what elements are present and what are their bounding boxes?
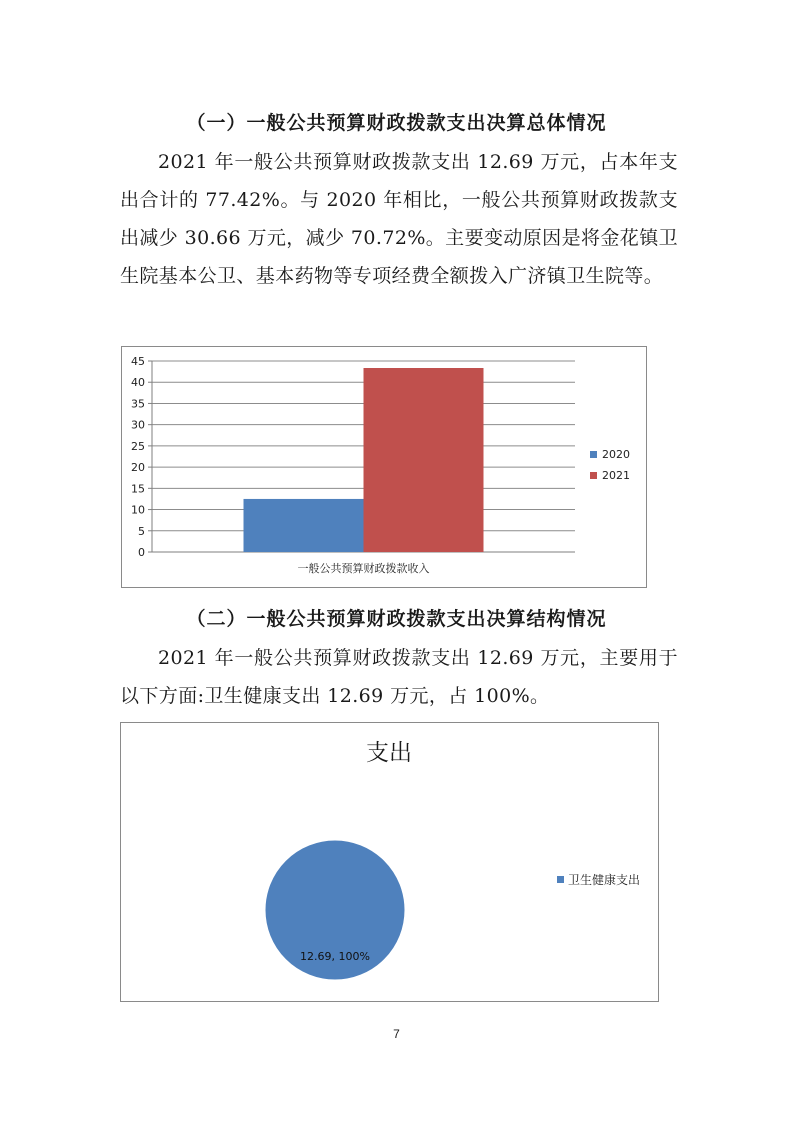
y-tick-label: 40 [131, 376, 145, 390]
y-tick-label: 15 [131, 482, 145, 496]
y-tick-label: 35 [131, 397, 145, 411]
bar-chart-frame [121, 346, 647, 588]
section2-paragraph: 2021 年一般公共预算财政拨款支出 12.69 万元，主要用于以下方面:卫生健康支出 12.69 万元，占 100%。 [120, 647, 678, 707]
y-tick-label: 0 [138, 546, 145, 559]
section1-heading: （一）一般公共预算财政拨款支出决算总体情况 [186, 112, 607, 134]
legend-swatch-2021 [590, 472, 597, 479]
page-number: 7 [393, 1027, 400, 1041]
legend-label-2020: 2020 [602, 448, 630, 461]
y-tick-label: 45 [131, 355, 145, 368]
x-category-label: 一般公共预算财政拨款收入 [297, 562, 430, 575]
bar-2021 [364, 368, 484, 552]
y-tick-label: 25 [131, 439, 145, 453]
y-tick-label: 5 [138, 524, 145, 538]
legend-label-2021: 2021 [602, 469, 630, 482]
y-tick-label: 30 [131, 418, 145, 432]
section2-heading: （二）一般公共预算财政拨款支出决算结构情况 [186, 608, 607, 630]
legend-swatch-2020 [590, 451, 597, 458]
pie-legend-label: 卫生健康支出 [568, 873, 641, 887]
section1-paragraph: 2021 年一般公共预算财政拨款支出 12.69 万元，占本年支出合计的 77.42%。与 2020 年相比，一般公共预算财政拨款支出减少 30.66 万元，减少 70.72%。主要变动原因是将金花镇卫生院基本公卫、基本药物等专项经费全额拨入广济镇卫生院等。 [120, 151, 678, 287]
pie-data-label: 12.69, 100% [300, 950, 370, 963]
bar-2020 [244, 499, 364, 552]
pie-title: 支出 [366, 740, 412, 766]
y-tick-label: 10 [131, 503, 145, 517]
pie-chart [121, 723, 658, 1001]
y-tick-label: 20 [131, 461, 145, 475]
bar-chart [122, 347, 646, 587]
pie-chart-frame [120, 722, 659, 1002]
pie-legend-swatch [557, 876, 564, 883]
